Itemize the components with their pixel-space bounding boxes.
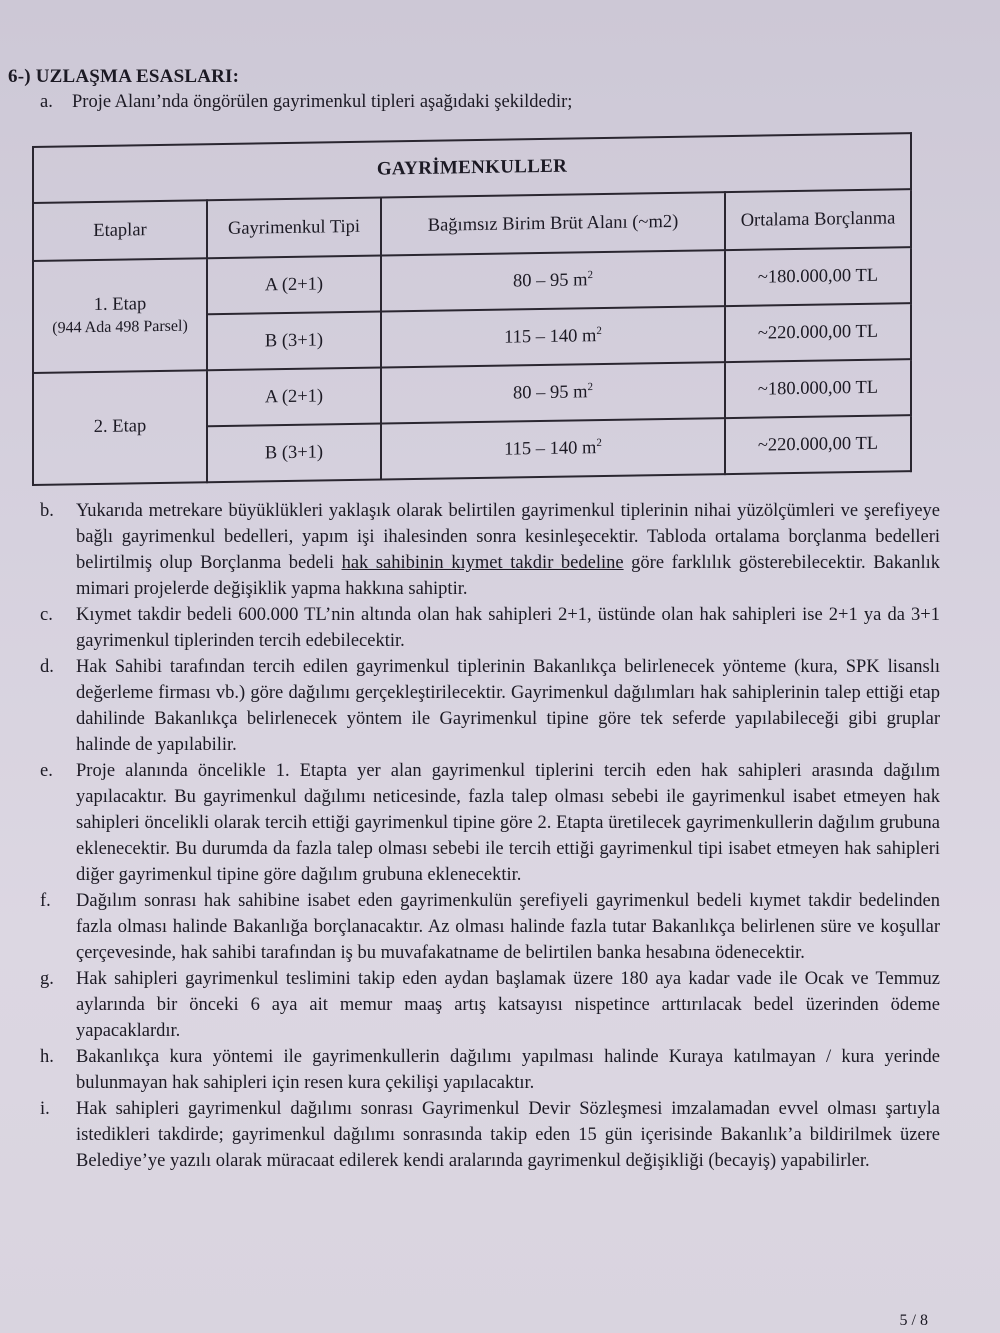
item-text: Yukarıda metrekare büyüklükleri yaklaşık olarak belirtilen gayrimenkul tiplerinin nihai yüzölçümleri ve şerefiyeye bağlı gayrimenkul bedelleri, yapım işi ihalesinden sonra kesinleşecektir. Tabloda ortalama borçlanma bedelleri belirtilmiş olup Borçlanma bedeli hak sahibinin kıymet takdir bedeline göre farklılık gösterebilecektir. Bakanlık mimari projelerde değişiklik yapma hakkına sahiptir. <box>76 501 940 599</box>
item-marker: d. <box>40 657 54 677</box>
clause-h <box>40 1044 940 1096</box>
item-text: Proje Alanı’nda öngörülen gayrimenkul tipleri aşağıdaki şekildedir; <box>72 92 573 112</box>
etap-cell <box>33 370 207 485</box>
type-cell: B (3+1) <box>207 312 381 371</box>
etap-cell <box>33 258 207 373</box>
type-cell: A (2+1) <box>207 256 381 315</box>
real-estate-table <box>32 132 912 486</box>
item-a <box>40 92 572 113</box>
area-cell: 115 – 140 $m^2$ <box>381 306 725 367</box>
header-type: Gayrimenkul Tipi <box>207 198 381 259</box>
etap-sublabel: (944 Ada 498 Parsel) <box>52 317 188 337</box>
table-title: GAYRİMENKULLER <box>33 133 911 203</box>
header-debt: Ortalama Borçlanma <box>725 189 911 250</box>
clause-e <box>40 758 940 888</box>
area-cell: 115 – 140 $m^2$ <box>381 418 725 479</box>
clause-d <box>40 654 940 758</box>
item-marker: g. <box>40 969 54 989</box>
underlined-text: hak sahibinin kıymet takdir bedeline <box>341 553 624 573</box>
item-text: Dağılım sonrası hak sahibine isabet eden gayrimenkulün şerefiyeli gayrimenkul bedeli kıymet takdir bedelinden fazla olması halinde Bakanlığa borçlanacaktır. Az olması halinde fazla tutar Bakanlıkça belirlenen süre ve koşullar çerçevesinde, hak sahibi tarafından iş bu muvafakatname de belirtilen banka hesabına ödenecektir. <box>76 891 940 963</box>
item-text: Kıymet takdir bedeli 600.000 TL’nin altında olan hak sahipleri 2+1, üstünde olan hak sahipleri ise 2+1 ya da 3+1 gayrimenkul tiplerinden tercih edebilecektir. <box>76 605 940 651</box>
etap-label: 2. Etap <box>93 416 147 438</box>
item-text: Hak sahipleri gayrimenkul teslimini takip eden aydan başlamak üzere 180 aya kadar vade ile Ocak ve Temmuz aylarında bir önceki 6 aya ait memur maaş artış katsayısı nispetince arttırılacak bedel üzerinden ödeme yapacaklardır. <box>76 969 940 1041</box>
clause-b <box>40 498 940 602</box>
header-area: Bağımsız Birim Brüt Alanı (~m2) <box>381 192 725 255</box>
item-marker: i. <box>40 1099 50 1119</box>
page-number: 5 / 8 <box>899 1312 928 1329</box>
type-cell: A (2+1) <box>207 368 381 427</box>
clause-i <box>40 1096 940 1174</box>
debt-cell: ~220.000,00 TL <box>725 303 911 362</box>
debt-cell: ~180.000,00 TL <box>725 359 911 418</box>
etap-label: 1. Etap <box>93 294 147 316</box>
clause-g <box>40 966 940 1044</box>
item-marker: c. <box>40 605 53 625</box>
area-cell: 80 – 95 $m^2$ <box>381 250 725 311</box>
item-marker: a. <box>40 92 53 112</box>
item-marker: h. <box>40 1047 54 1067</box>
item-marker: f. <box>40 891 51 911</box>
item-text: Hak Sahibi tarafından tercih edilen gayrimenkul tiplerinin Bakanlıkça belirlenecek yönteme (kura, SPK lisanslı değerleme firması vb.) göre dağılımı gerçekleştirilecektir. Gayrimenkul dağılımları hak sahiplerinin talep ettiği etap dahilinde Bakanlıkça belirlenecek yöntem ile Gayrimenkul tipine göre tek seferde yapılabileceği gibi gruplar halinde de yapılabilir. <box>76 657 940 755</box>
item-text: Hak sahipleri gayrimenkul dağılımı sonrası Gayrimenkul Devir Sözleşmesi imzalamadan evvel olması şartıyla istedikleri takdirde; gayrimenkul dağılımı sonrasında takip eden 15 gün içerisinde Bakanlık’a bildirilmek üzere Belediye’ye yazılı olarak müracaat edilerek kendi aralarında gayrimenkul değişikliği (becayiş) yapabilirler. <box>76 1099 940 1171</box>
item-text: Bakanlıkça kura yöntemi ile gayrimenkullerin dağılımı yapılması halinde Kuraya katılmayan / kura yerinde bulunmayan hak sahipleri için resen kura çekilişi yapılacaktır. <box>76 1047 940 1093</box>
section-title: 6-) UZLAŞMA ESASLARI: <box>8 66 240 87</box>
debt-cell: ~220.000,00 TL <box>725 415 911 474</box>
header-etaplar: Etaplar <box>33 200 207 261</box>
clause-c <box>40 602 940 654</box>
clause-f <box>40 888 940 966</box>
item-marker: e. <box>40 761 53 781</box>
area-cell: 80 – 95 $m^2$ <box>381 362 725 423</box>
item-marker: b. <box>40 501 54 521</box>
clause-list <box>40 498 940 1174</box>
item-text: Proje alanında öncelikle 1. Etapta yer alan gayrimenkul tiplerini tercih eden hak sahipleri arasında dağılım yapılacaktır. Bu gayrimenkul dağılımı neticesinde, fazla talep olması sebebi ile gayrimenkul isabet etmeyen hak sahipleri öncelikli olarak tercih ettiği gayrimenkul tipine göre 2. Etapta üretilecek gayrimenkullerin dağılım grubuna eklenecektir. Bu durumda da fazla talep olması sebebi ile tercih ettiği gayrimenkul tipi isabet etmeyen hak sahipleri diğer gayrimenkul tipine göre dağılım grubuna eklenecektir. <box>76 761 940 885</box>
debt-cell: ~180.000,00 TL <box>725 247 911 306</box>
type-cell: B (3+1) <box>207 424 381 483</box>
